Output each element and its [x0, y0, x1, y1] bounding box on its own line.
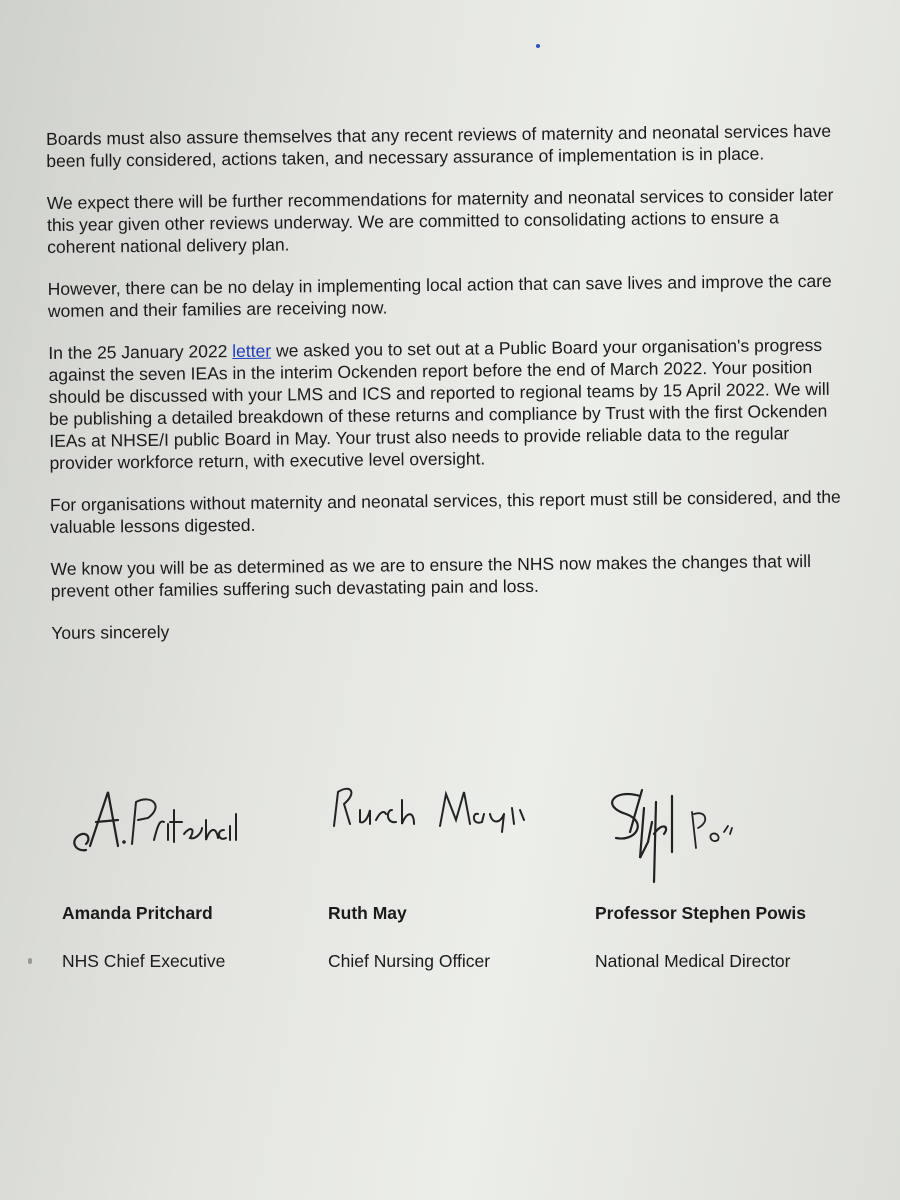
signatory-role: Chief Nursing Officer: [328, 951, 491, 971]
paragraph-2: We expect there will be further recommendations for maternity and neonatal services to consider later this year given other reviews underway. We are committed to consolidating actions to ensure a coherent national delivery plan.: [46, 184, 834, 257]
signatory-role: National Medical Director: [595, 951, 791, 971]
signatory-1: [62, 903, 225, 972]
screen-smudge: [28, 958, 32, 964]
signatory-3: [595, 903, 806, 972]
paragraph-3: However, there can be no delay in implementing local action that can save lives and improve the care women and their families are receiving now.: [47, 270, 832, 321]
cursor-dot: [536, 44, 540, 48]
signature-ruth-may: [328, 770, 558, 840]
signature-amanda-pritchard: [56, 780, 246, 860]
signatory-role: NHS Chief Executive: [62, 951, 226, 971]
signature-row: [46, 770, 866, 890]
letter-link[interactable]: letter: [232, 340, 272, 362]
paragraph-6: We know you will be as determined as we are to ensure the NHS now makes the changes that will prevent other families suffering such devastating pain and loss.: [50, 551, 812, 601]
signatory-2: [328, 903, 490, 972]
paragraph-4-start: In the 25 January 2022: [48, 341, 233, 363]
paragraph-1: Boards must also assure themselves that any recent reviews of maternity and neonatal services have been fully considered, actions taken, and necessary assurance of implementation is in place.: [46, 120, 832, 171]
signatory-name: Professor Stephen Powis: [595, 903, 807, 923]
letter-body: [46, 120, 852, 664]
signatory-name: Ruth May: [328, 903, 407, 923]
paragraph-4: [48, 334, 849, 474]
signatory-name: Amanda Pritchard: [62, 903, 213, 923]
signoff: Yours sincerely: [51, 621, 170, 643]
paragraph-5: For organisations without maternity and neonatal services, this report must still be considered, and the valuable lessons digested.: [49, 486, 841, 537]
paragraph-4-rest: we asked you to set out at a Public Board your organisation's progress against the seven IEAs in the interim Ockenden report before the end of March 2022. Your position should be discussed with your LMS and ICS and reported to regional teams by 15 April 2022. We will be publishing a detailed breakdown of these returns and compliance by Trust with the first Ockenden IEAs at NHSE/I public Board in May. Your trust also needs to provide reliable data to the regular provider workforce return, with executive level oversight.: [48, 334, 830, 473]
signature-stephen-powis: [596, 782, 766, 892]
